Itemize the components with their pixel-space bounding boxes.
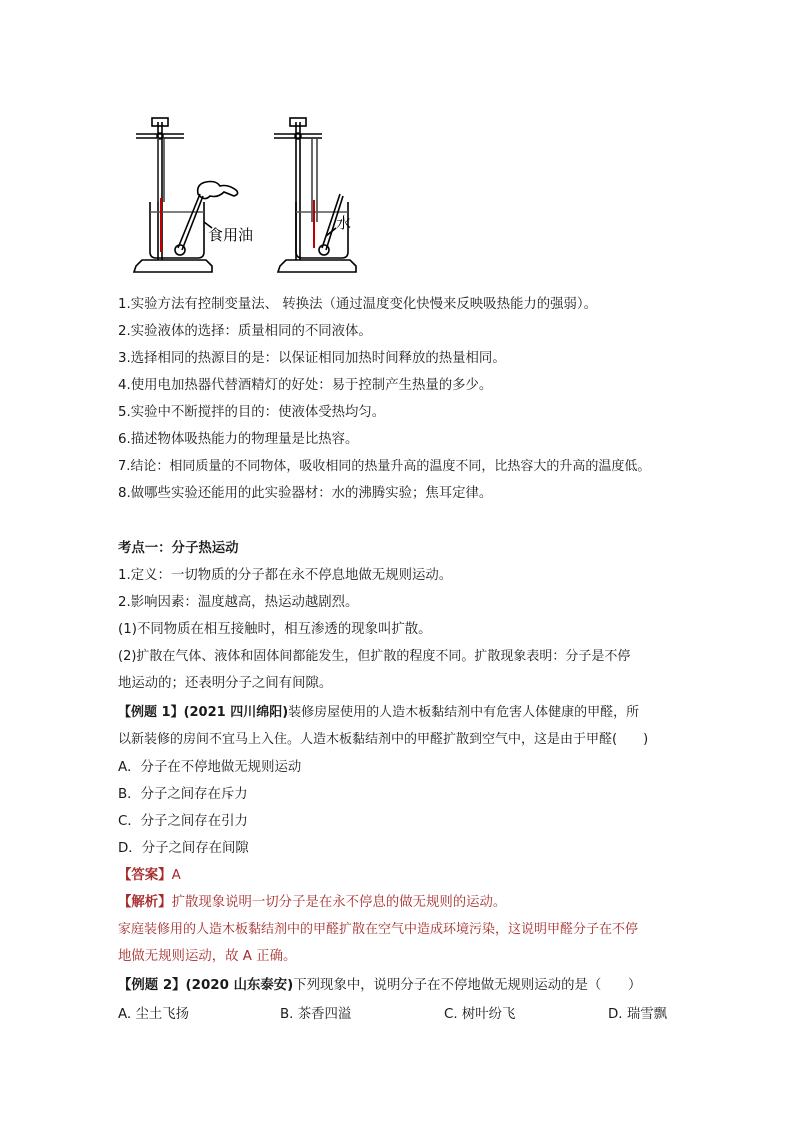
answer-tag: 【答案】 xyxy=(118,868,172,883)
note-8: 8.做哪些实验还能用的此实验器材：水的沸腾实验；焦耳定律。 xyxy=(118,486,493,501)
example1-analysis-1 xyxy=(118,894,506,912)
note-4: 4.使用电加热器代替酒精灯的好处：易于控制产生热量的多少。 xyxy=(118,378,493,393)
answer-value: A xyxy=(171,868,181,883)
section-heading: 考点一：分子热运动 xyxy=(118,541,239,556)
example1-stem-line2: 以新装修的房间不宜马上入住。人造木板黏结剂中的甲醛扩散到空气中，这是由于甲醛( ) xyxy=(118,732,649,747)
experiment-figure xyxy=(128,112,352,282)
label-water: 水 xyxy=(336,214,352,232)
example2-option-a: A. 尘土飞扬 xyxy=(118,1007,189,1022)
note-6: 6.描述物体吸热能力的物理量是比热容。 xyxy=(118,432,359,447)
example1-option-a: A．分子在不停地做无规则运动 xyxy=(118,760,302,775)
example1-answer xyxy=(118,867,181,885)
example1-analysis-3: 地做无规则运动，故 A 正确。 xyxy=(118,949,297,964)
section-line-5: 地运动的；还表明分子之间有间隙。 xyxy=(118,676,333,691)
note-3: 3.选择相同的热源目的是：以保证相同加热时间释放的热量相同。 xyxy=(118,351,506,366)
section-line-1: 1.定义：一切物质的分子都在永不停息地做无规则运动。 xyxy=(118,568,453,583)
section-line-2: 2.影响因素：温度越高，热运动越剧烈。 xyxy=(118,595,359,610)
example1-tag: 【例题 1】(2021 四川绵阳) xyxy=(118,705,289,720)
example2-option-d: D. 瑞雪飘 xyxy=(608,1007,667,1022)
section-line-3: (1)不同物质在相互接触时，相互渗透的现象叫扩散。 xyxy=(118,622,432,637)
example2-tag: 【例题 2】 xyxy=(118,978,186,993)
example1-option-d: D．分子之间存在间隙 xyxy=(118,841,249,856)
note-5: 5.实验中不断搅拌的目的：使液体受热均匀。 xyxy=(118,405,386,420)
example1-stem-text: 装修房屋使用的人造木板黏结剂中有危害人体健康的甲醛，所 xyxy=(288,705,640,720)
note-2: 2.实验液体的选择：质量相同的不同液体。 xyxy=(118,324,372,339)
example1-option-b: B．分子之间存在斥力 xyxy=(118,787,248,802)
section-line-4: (2)扩散在气体、液体和固体间都能发生，但扩散的程度不同。扩散现象表明：分子是不停 xyxy=(118,649,631,664)
label-oil: 食用油 xyxy=(208,226,254,244)
apparatus-diagram xyxy=(128,112,352,282)
example2-source: (2020 山东泰安) xyxy=(185,978,294,993)
example2-stem xyxy=(118,977,641,995)
example2-option-c: C. 树叶纷飞 xyxy=(444,1007,516,1022)
analysis-tag: 【解析】 xyxy=(118,895,172,910)
example1-option-c: C．分子之间存在引力 xyxy=(118,814,248,829)
example2-stem-text: 下列现象中，说明分子在不停地做无规则运动的是（ ） xyxy=(293,978,642,993)
example2-option-b: B. 茶香四溢 xyxy=(280,1007,352,1022)
analysis-text-1: 扩散现象说明一切分子是在永不停息的做无规则的运动。 xyxy=(171,895,507,910)
example1-analysis-2: 家庭装修用的人造木板黏结剂中的甲醛扩散在空气中造成环境污染，这说明甲醛分子在不停 xyxy=(118,922,639,937)
example1-stem-line1 xyxy=(118,704,639,722)
note-1: 1.实验方法有控制变量法、 转换法（通过温度变化快慢来反映吸热能力的强弱）。 xyxy=(118,297,598,312)
note-7: 7.结论：相同质量的不同物体，吸收相同的热量升高的温度不同，比热容大的升高的温度低。 xyxy=(118,459,651,474)
